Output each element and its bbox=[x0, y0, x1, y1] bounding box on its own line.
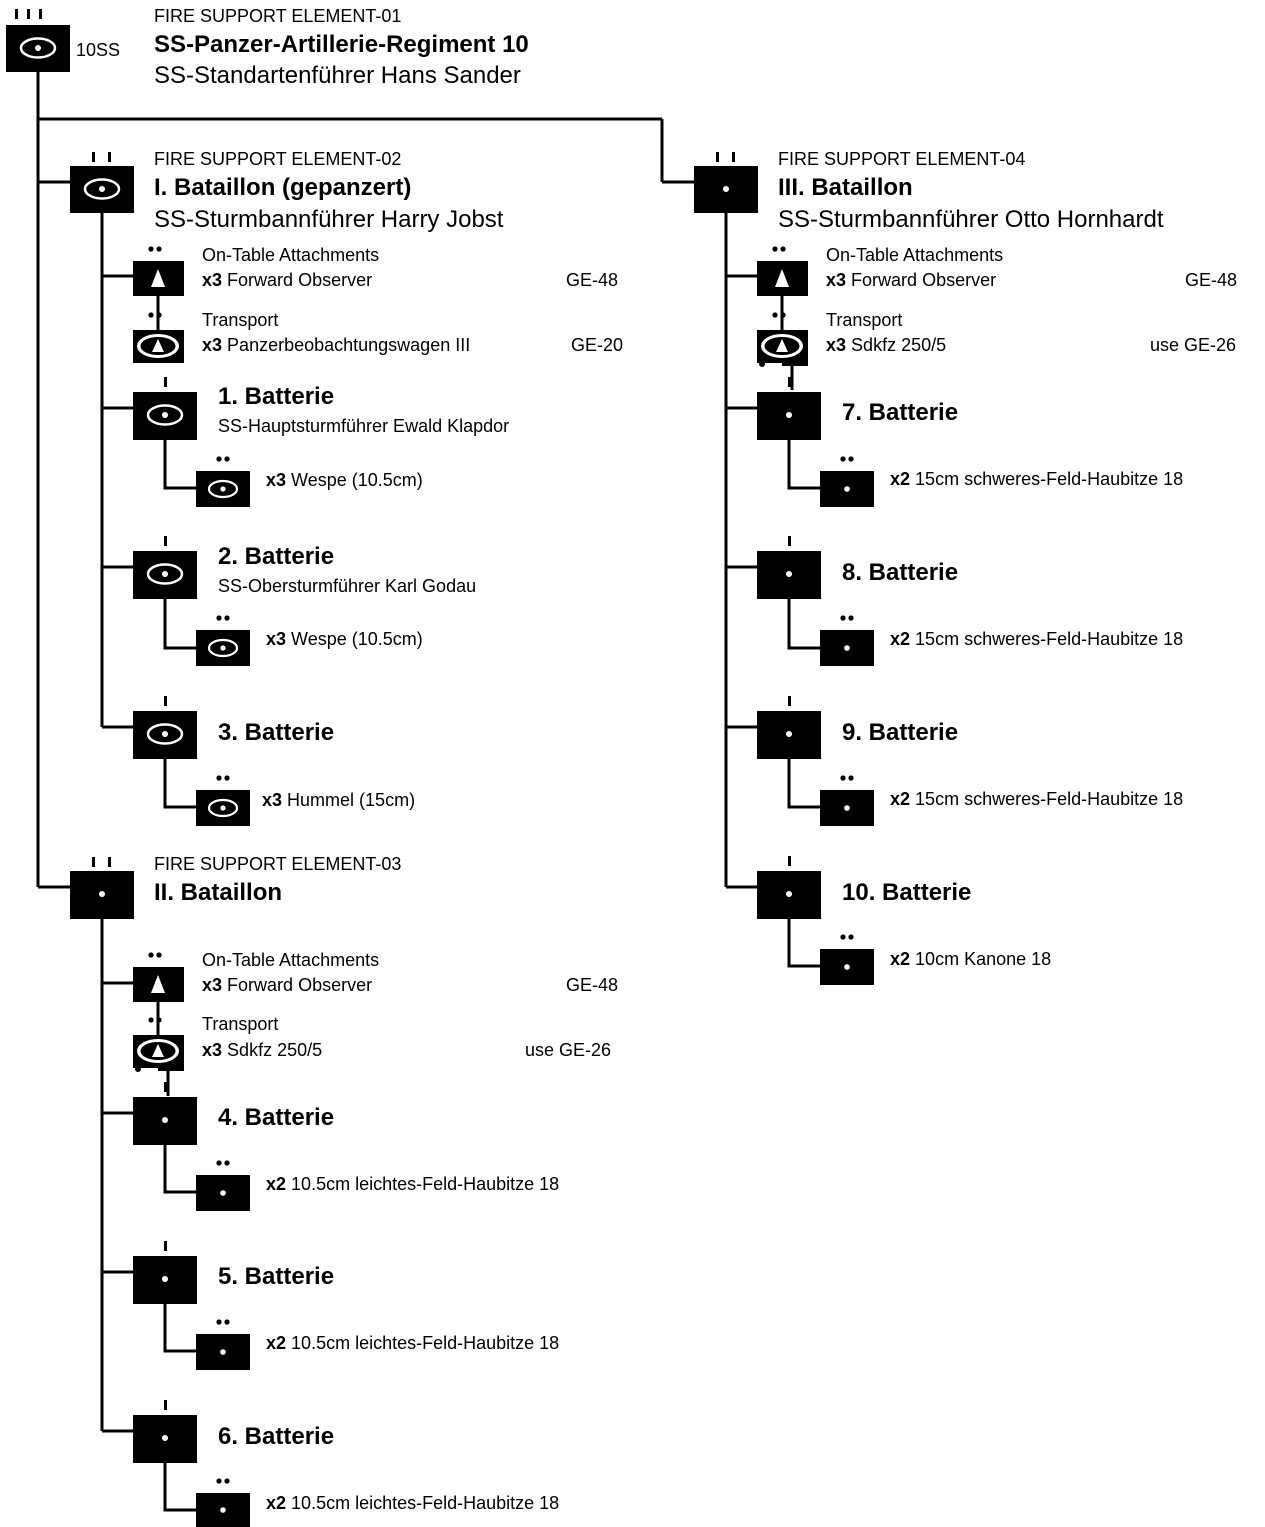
battery-9-equipment bbox=[890, 790, 1183, 808]
battery-1-equipment bbox=[266, 471, 423, 489]
bataillon-2-transport-count: x3 bbox=[202, 1040, 223, 1060]
bataillon-1-attachments-heading: On-Table Attachments bbox=[202, 245, 380, 265]
bataillon-3-attachments-count: x3 bbox=[826, 270, 847, 290]
bataillon-2-attachments-unit: Forward Observer bbox=[227, 975, 373, 995]
battery-9-weapon: 15cm schweres-Feld-Haubitze 18 bbox=[915, 789, 1184, 809]
battery-2-weapon: Wespe (10.5cm) bbox=[291, 629, 423, 649]
battery-9-symbol bbox=[757, 696, 821, 759]
battery-6-equipment bbox=[266, 1494, 559, 1512]
bataillon-1-transport-row bbox=[202, 336, 470, 354]
bataillon-1-transport-ref: GE-20 bbox=[571, 335, 624, 355]
battery-10-count: x2 bbox=[890, 949, 911, 969]
bataillon-1-transport-heading: Transport bbox=[202, 310, 279, 330]
bataillon-3-transport-heading: Transport bbox=[826, 310, 903, 330]
battery-1-symbol bbox=[133, 377, 197, 440]
battery-5-symbol bbox=[133, 1241, 197, 1304]
battery-8-equipment bbox=[890, 630, 1183, 648]
bataillon-1-name: I. Bataillon (gepanzert) bbox=[154, 174, 412, 201]
bataillon-1-attachments-count: x3 bbox=[202, 270, 223, 290]
battery-10-weapon: 10cm Kanone 18 bbox=[915, 949, 1052, 969]
battery-9-name: 9. Batterie bbox=[842, 719, 959, 746]
bataillon-1-transport-count: x3 bbox=[202, 335, 223, 355]
bataillon-3-attachments-unit: Forward Observer bbox=[851, 270, 997, 290]
bataillon-2-transport-unit: Sdkfz 250/5 bbox=[227, 1040, 323, 1060]
bataillon-2-transport-ref: use GE-26 bbox=[525, 1040, 612, 1060]
battery-9-gun-symbol bbox=[820, 775, 874, 826]
battery-5-equipment bbox=[266, 1334, 559, 1352]
battery-3-name: 3. Batterie bbox=[218, 719, 335, 746]
battery-3-symbol bbox=[133, 696, 197, 759]
bataillon-3-attachments-ref: GE-48 bbox=[1185, 270, 1238, 290]
battery-7-gun-symbol bbox=[820, 456, 874, 507]
battery-7-weapon: 15cm schweres-Feld-Haubitze 18 bbox=[915, 469, 1184, 489]
battery-7-name: 7. Batterie bbox=[842, 399, 959, 426]
bataillon-3-observer-symbol bbox=[757, 246, 808, 296]
bataillon-2-transport-heading: Transport bbox=[202, 1014, 279, 1034]
battery-10-symbol bbox=[757, 856, 821, 919]
bataillon-2-attachments-row bbox=[202, 976, 372, 994]
battery-4-weapon: 10.5cm leichtes-Feld-Haubitze 18 bbox=[291, 1174, 560, 1194]
bataillon-2-symbol bbox=[70, 857, 134, 919]
bataillon-1-attachments-unit: Forward Observer bbox=[227, 270, 373, 290]
battery-1-weapon: Wespe (10.5cm) bbox=[291, 470, 423, 490]
battery-5-name: 5. Batterie bbox=[218, 1263, 335, 1290]
bataillon-3-transport-count: x3 bbox=[826, 335, 847, 355]
battery-10-equipment bbox=[890, 950, 1051, 968]
bataillon-3-attachments-heading: On-Table Attachments bbox=[826, 245, 1004, 265]
battery-7-count: x2 bbox=[890, 469, 911, 489]
battery-10-gun-symbol bbox=[820, 934, 874, 985]
battery-4-count: x2 bbox=[266, 1174, 287, 1194]
battery-1-name: 1. Batterie bbox=[218, 383, 335, 410]
bataillon-1-symbol bbox=[70, 152, 134, 213]
battery-9-count: x2 bbox=[890, 789, 911, 809]
battery-2-symbol bbox=[133, 536, 197, 599]
battery-4-gun-symbol bbox=[196, 1160, 250, 1211]
bataillon-3-name: III. Bataillon bbox=[778, 174, 913, 201]
battery-1-count: x3 bbox=[266, 470, 287, 490]
bataillon-3-symbol bbox=[694, 152, 758, 213]
bataillon-3-attachments-row bbox=[826, 271, 996, 289]
bataillon-2-observer-symbol bbox=[133, 952, 184, 1002]
battery-5-weapon: 10.5cm leichtes-Feld-Haubitze 18 bbox=[291, 1333, 560, 1353]
bataillon-1-element: FIRE SUPPORT ELEMENT-02 bbox=[154, 149, 402, 169]
bataillon-1-observer-symbol bbox=[133, 246, 184, 296]
battery-3-equipment bbox=[262, 791, 415, 809]
battery-1-commander: SS-Hauptsturmführer Ewald Klapdor bbox=[218, 416, 510, 436]
bataillon-2-attachments-heading: On-Table Attachments bbox=[202, 950, 380, 970]
battery-8-gun-symbol bbox=[820, 615, 874, 666]
regiment-commander: SS-Standartenführer Hans Sander bbox=[154, 62, 521, 89]
battery-3-weapon: Hummel (15cm) bbox=[287, 790, 416, 810]
battery-7-equipment bbox=[890, 470, 1183, 488]
bataillon-1-commander: SS-Sturmbannführer Harry Jobst bbox=[154, 206, 504, 233]
bataillon-1-attachments-row bbox=[202, 271, 372, 289]
battery-10-name: 10. Batterie bbox=[842, 879, 972, 906]
bataillon-3-commander: SS-Sturmbannführer Otto Hornhardt bbox=[778, 206, 1164, 233]
battery-8-name: 8. Batterie bbox=[842, 559, 959, 586]
bataillon-1-attachments-ref: GE-48 bbox=[566, 270, 619, 290]
battery-6-name: 6. Batterie bbox=[218, 1423, 335, 1450]
bataillon-1-transport-unit: Panzerbeobachtungswagen III bbox=[227, 335, 471, 355]
bataillon-2-attachments-ref: GE-48 bbox=[566, 975, 619, 995]
regiment-element: FIRE SUPPORT ELEMENT-01 bbox=[154, 6, 402, 26]
battery-7-symbol bbox=[757, 377, 821, 440]
battery-2-count: x3 bbox=[266, 629, 287, 649]
battery-8-count: x2 bbox=[890, 629, 911, 649]
battery-3-gun-symbol bbox=[196, 775, 250, 826]
bataillon-2-transport-row bbox=[202, 1041, 322, 1059]
bataillon-3-element: FIRE SUPPORT ELEMENT-04 bbox=[778, 149, 1026, 169]
bataillon-3-transport-row bbox=[826, 336, 946, 354]
battery-6-count: x2 bbox=[266, 1493, 287, 1513]
bataillon-2-name: II. Bataillon bbox=[154, 879, 283, 906]
regiment-name: SS-Panzer-Artillerie-Regiment 10 bbox=[154, 31, 529, 58]
battery-2-equipment bbox=[266, 630, 423, 648]
bataillon-2-attachments-count: x3 bbox=[202, 975, 223, 995]
regiment-designation: 10SS bbox=[76, 40, 121, 60]
battery-4-name: 4. Batterie bbox=[218, 1104, 335, 1131]
battery-5-gun-symbol bbox=[196, 1319, 250, 1370]
battery-2-commander: SS-Obersturmführer Karl Godau bbox=[218, 576, 477, 596]
battery-6-symbol bbox=[133, 1400, 197, 1463]
bataillon-2-element: FIRE SUPPORT ELEMENT-03 bbox=[154, 854, 402, 874]
battery-6-gun-symbol bbox=[196, 1478, 250, 1527]
battery-5-count: x2 bbox=[266, 1333, 287, 1353]
battery-8-weapon: 15cm schweres-Feld-Haubitze 18 bbox=[915, 629, 1184, 649]
regiment-symbol bbox=[6, 9, 70, 72]
battery-4-symbol bbox=[133, 1082, 197, 1145]
battery-2-gun-symbol bbox=[196, 615, 250, 666]
battery-4-equipment bbox=[266, 1175, 559, 1193]
battery-6-weapon: 10.5cm leichtes-Feld-Haubitze 18 bbox=[291, 1493, 560, 1513]
battery-8-symbol bbox=[757, 536, 821, 599]
battery-1-gun-symbol bbox=[196, 456, 250, 507]
bataillon-3-transport-ref: use GE-26 bbox=[1150, 335, 1237, 355]
battery-3-count: x3 bbox=[262, 790, 283, 810]
bataillon-3-transport-unit: Sdkfz 250/5 bbox=[851, 335, 947, 355]
battery-2-name: 2. Batterie bbox=[218, 543, 335, 570]
